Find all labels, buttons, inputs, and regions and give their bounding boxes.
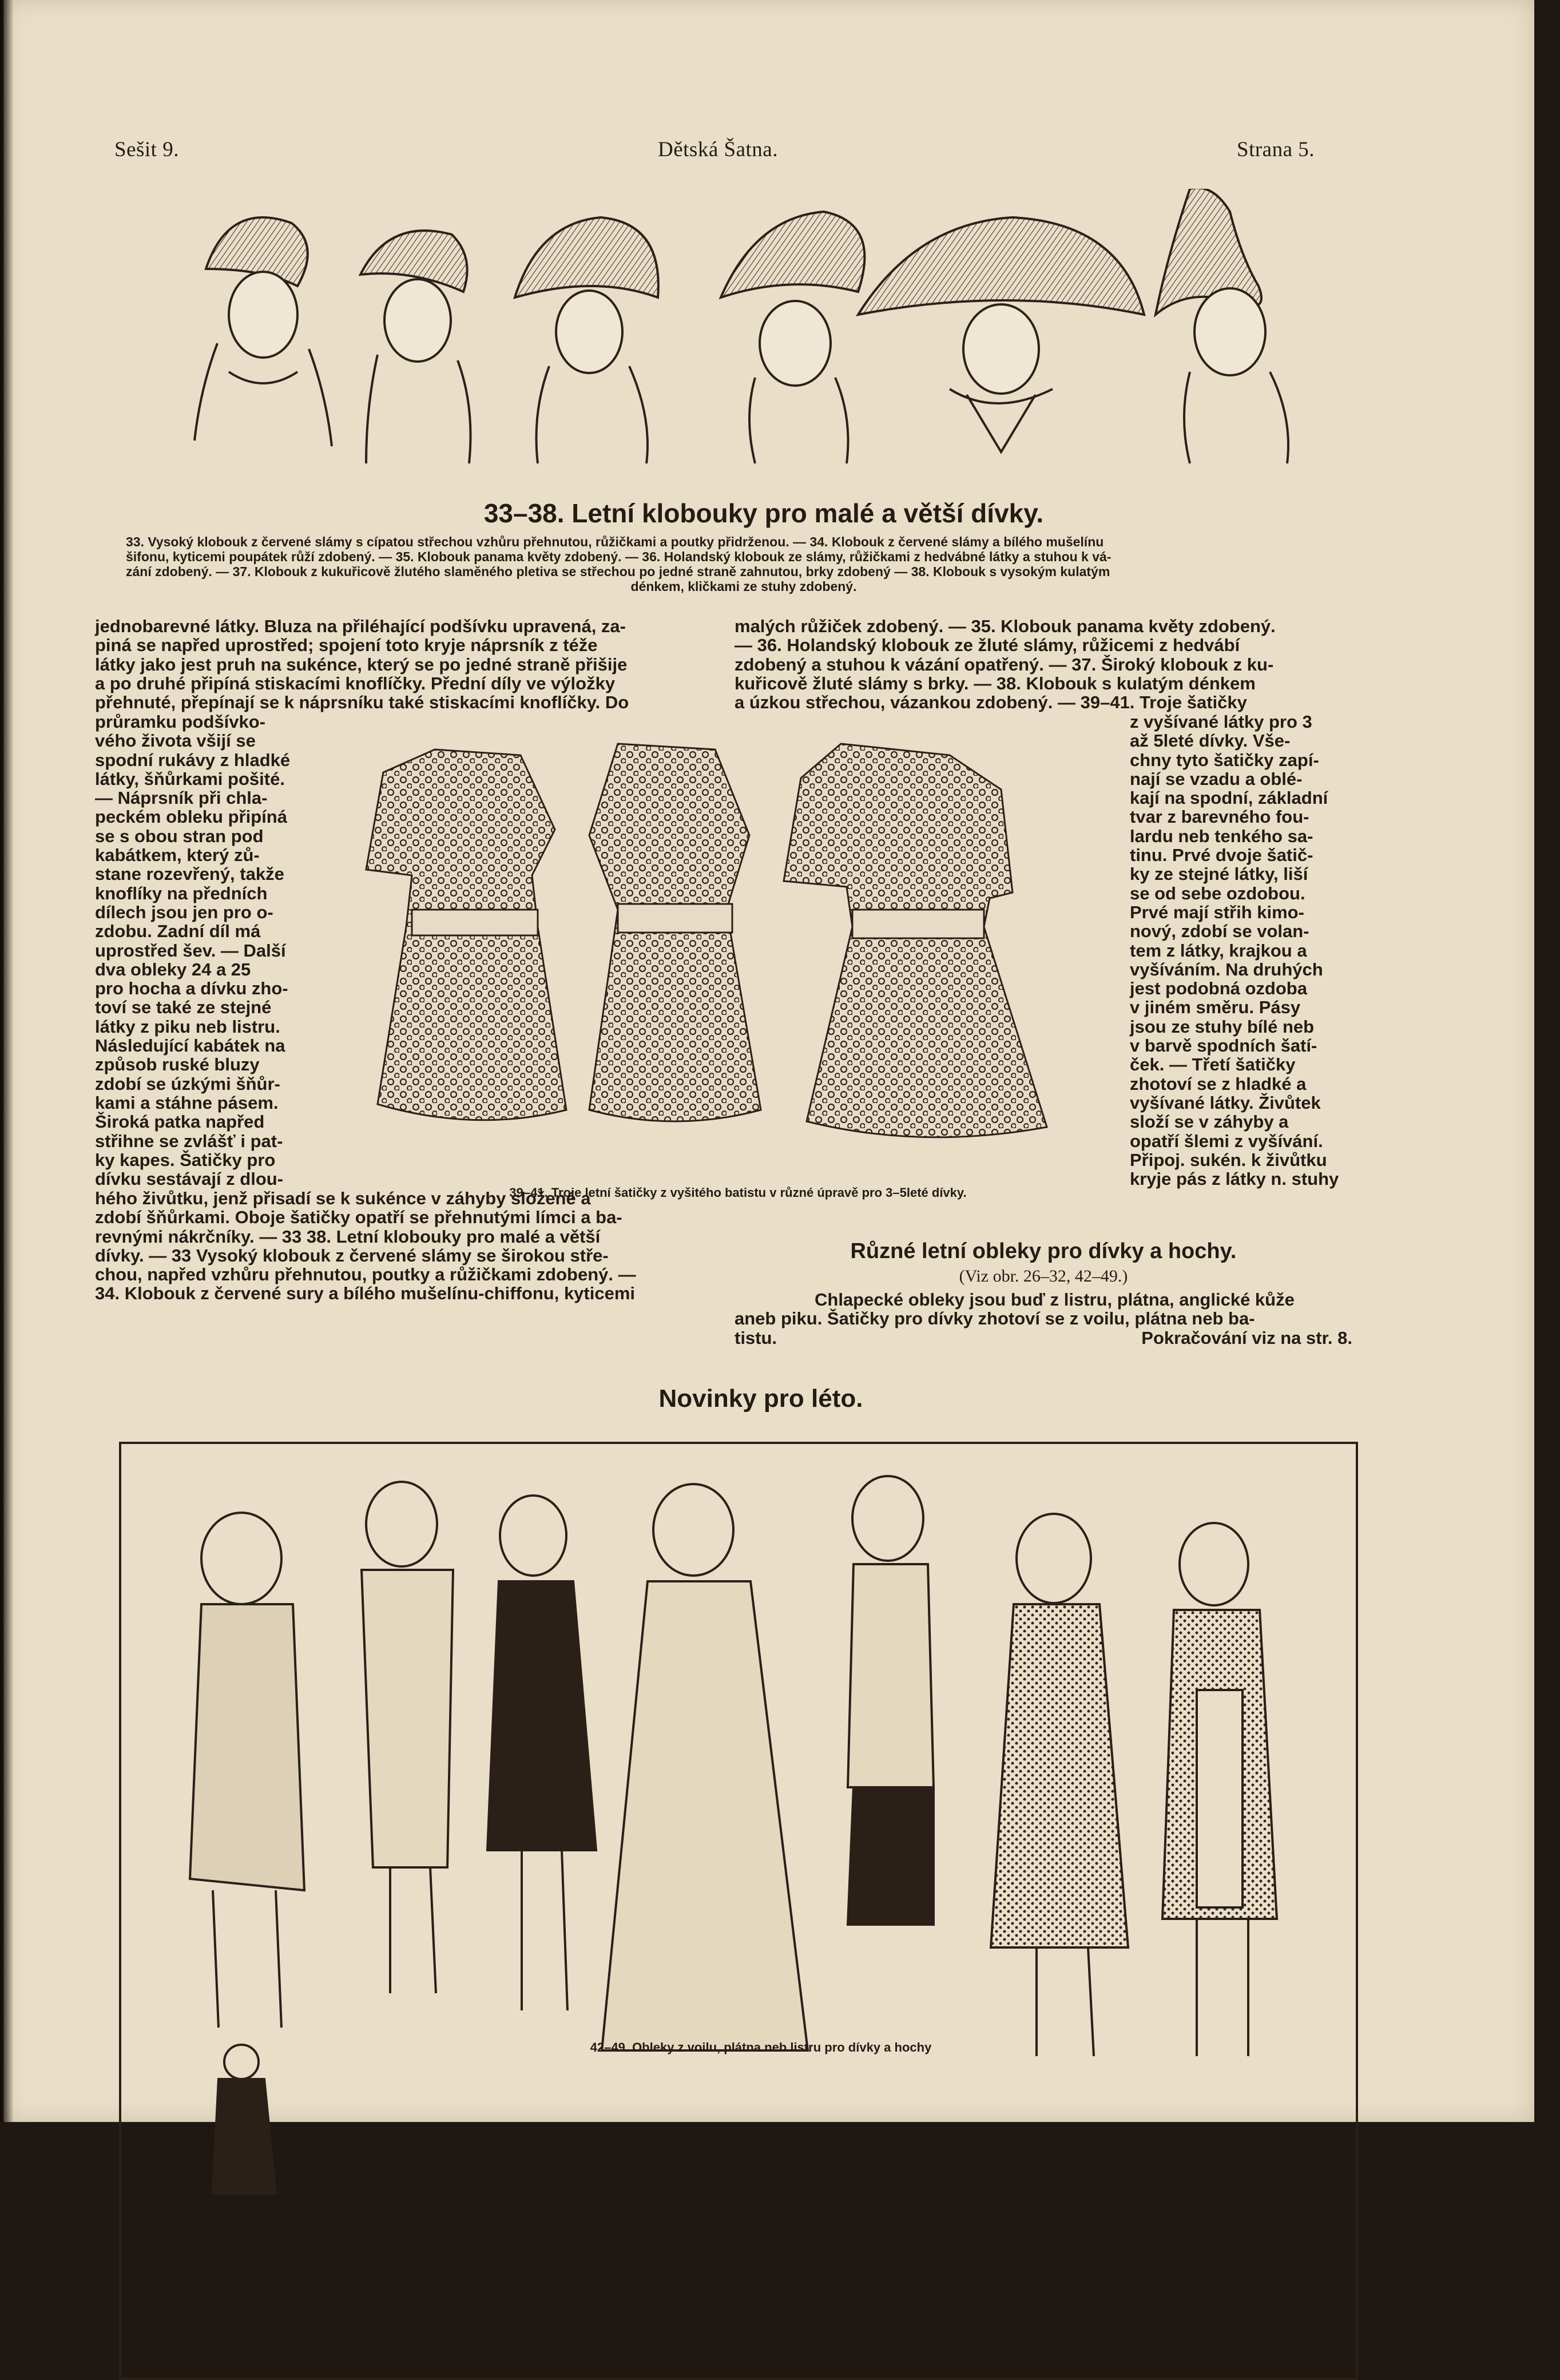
- novinky-title: Novinky pro léto.: [658, 1385, 863, 1413]
- text-line: toví se také ze stejné: [95, 997, 272, 1018]
- summer-section-subtitle: (Viz obr. 26–32, 42–49.): [959, 1267, 1128, 1286]
- hats-caption-line: dénkem, kličkami ze stuhy zdobený.: [630, 579, 857, 594]
- right-column-narrow: [1130, 712, 1353, 1188]
- text-line: knoflíky na předních: [95, 883, 268, 903]
- text-line: ky ze stejné látky, liší: [1130, 864, 1308, 884]
- text-line: zdobu. Zadní díl má: [95, 921, 261, 942]
- hats-figure-caption: [126, 534, 1361, 594]
- dresses-illustration: [349, 738, 1127, 1150]
- text-line: střihne se zvlášť i pat-: [95, 1130, 283, 1151]
- text-line: dva obleky 24 a 25: [95, 959, 251, 979]
- hats-caption-line: šifonu, kyticemi poupátek růží zdobený. — 35. Klobouk panama květy zdobený. — 36. Holandský klobouk ze slámy, růžičkami z hedvábné látky a stuhou k vá-: [126, 549, 1112, 564]
- text-line: kají na spodní, základní: [1130, 788, 1328, 808]
- text-line: revnými nákrčníky. — 33 38. Letní klobouky pro malé a větší: [95, 1226, 601, 1247]
- text-line: Chlapecké obleky jsou buď z listru, plátna, anglické kůže: [815, 1290, 1295, 1310]
- left-column-top: [95, 617, 707, 712]
- text-line: Prvé mají střih kimo-: [1130, 902, 1304, 922]
- text-line: Připoj. sukén. k živůtku: [1130, 1149, 1327, 1170]
- children-illustration: [121, 1444, 1351, 2373]
- text-line: v barvě spodních šatí-: [1130, 1036, 1317, 1056]
- continuation-note: Pokračování viz na str. 8.: [1141, 1327, 1352, 1348]
- text-line: vyšívané látky. Živůtek: [1130, 1092, 1321, 1113]
- text-line: v jiném směru. Pásy: [1130, 997, 1301, 1018]
- text-line: látky, šňůrkami pošité.: [95, 768, 285, 789]
- text-line: uprostřed šev. — Další: [95, 940, 286, 961]
- text-line: vyšíváním. Na druhých: [1130, 959, 1323, 979]
- text-line: zdobí šňůrkami. Oboje šatičky opatří se přehnutými límci a ba-: [95, 1207, 622, 1228]
- text-line: kuřicově žluté slámy s brky. — 38. Klobouk s kulatým dénkem: [735, 673, 1256, 693]
- header-magazine-title: Dětská Šatna.: [658, 138, 778, 161]
- header-issue: Sešit 9.: [114, 138, 179, 161]
- text-line: vého života všijí se: [95, 731, 256, 751]
- text-line: — Náprsník při chla-: [95, 788, 268, 808]
- left-column-narrow: [95, 712, 312, 1188]
- text-line: až 5leté dívky. Vše-: [1130, 731, 1291, 751]
- text-line: spodní rukávy z hladké: [95, 749, 291, 770]
- text-line: jednobarevné látky. Bluza na přiléhající podšívku upravená, za-: [95, 616, 626, 636]
- right-column-top: [735, 617, 1352, 712]
- binding-shadow: [0, 0, 14, 2122]
- text-line: jest podobná ozdoba: [1130, 978, 1307, 999]
- text-line: tvar z barevného fou-: [1130, 807, 1309, 827]
- text-line: kryje pás z látky n. stuhy: [1130, 1169, 1339, 1189]
- text-line: dívku sestávají z dlou-: [95, 1169, 284, 1189]
- text-line: složí se v záhyby a: [1130, 1112, 1289, 1132]
- text-line: nový, zdobí se volan-: [1130, 921, 1309, 942]
- novinky-illustration-frame: [119, 1442, 1358, 2380]
- hats-figure-title: 33–38. Letní klobouky pro malé a větší dívky.: [483, 498, 1044, 528]
- dresses-figure-caption: 39–41. Troje letní šatičky z vyšitého batistu v různé úpravě pro 3–5leté dívky.: [509, 1185, 967, 1200]
- text-line: způsob ruské bluzy: [95, 1054, 260, 1075]
- text-line: stane rozevřený, takže: [95, 864, 284, 884]
- text-line: aneb piku. Šatičky pro dívky zhotoví se z voilu, plátna neb ba-: [735, 1308, 1255, 1329]
- text-line: zdobený a stuhou k vázání opatřený. — 37. Široký klobouk z ku-: [735, 654, 1274, 675]
- text-line: tinu. Prvé dvoje šatič-: [1130, 845, 1313, 866]
- text-line: látky z piku neb listru.: [95, 1016, 280, 1037]
- text-line: lardu neb tenkého sa-: [1130, 826, 1313, 846]
- text-line: nají se vzadu a oblé-: [1130, 768, 1303, 789]
- text-line: malých růžiček zdobený. — 35. Klobouk panama květy zdobený.: [735, 616, 1276, 636]
- text-line: zhotoví se z hladké a: [1130, 1073, 1307, 1094]
- novinky-figure-caption: 42–49. Obleky z voilu, plátna neb listru pro dívky a hochy: [590, 2040, 932, 2054]
- summer-section-body: [735, 1290, 1352, 1347]
- text-line: tistu.: [735, 1327, 777, 1348]
- text-line: kabátkem, který zů-: [95, 845, 260, 866]
- text-line: chny tyto šatičky zapí-: [1130, 749, 1319, 770]
- text-line: opatří šlemi z vyšívání.: [1130, 1130, 1323, 1151]
- text-line: tem z látky, krajkou a: [1130, 940, 1307, 961]
- text-line: ky kapes. Šatičky pro: [95, 1149, 276, 1170]
- text-line: hého živůtku, jenž přisadí se k sukénce v záhyby složené a: [95, 1188, 591, 1208]
- text-line: látky jako jest pruh na sukénce, který se po jedné straně přišije: [95, 654, 628, 675]
- text-line: 34. Klobouk z červené sury a bílého mušelínu-chiffonu, kyticemi: [95, 1283, 636, 1304]
- text-line: pro hocha a dívku zho-: [95, 978, 288, 999]
- text-line: jsou ze stuhy bílé neb: [1130, 1016, 1315, 1037]
- text-line: dílech jsou jen pro o-: [95, 902, 273, 922]
- text-line: a po druhé připíná stiskacími knoflíčky. Přední díly ve výložky: [95, 673, 616, 693]
- text-line: se od sebe ozdobou.: [1130, 883, 1305, 903]
- header-page-number: Strana 5.: [1237, 138, 1315, 161]
- text-line: dívky. — 33 Vysoký klobouk z červené slámy se širokou stře-: [95, 1245, 609, 1266]
- summer-last-line: [735, 1328, 1352, 1347]
- text-line: Široká patka napřed: [95, 1112, 265, 1132]
- text-line: průramku podšívko-: [95, 712, 265, 732]
- left-column-bottom: [95, 1189, 707, 1303]
- text-line: kami a stáhne pásem.: [95, 1092, 279, 1113]
- text-line: ček. — Třetí šatičky: [1130, 1054, 1296, 1075]
- text-line: Následující kabátek na: [95, 1036, 285, 1056]
- text-line: z vyšívané látky pro 3: [1130, 712, 1312, 732]
- text-line: piná se napřed uprostřed; spojení toto kryje náprsník z téže: [95, 635, 598, 656]
- text-line: se s obou stran pod: [95, 826, 264, 846]
- text-line: — 36. Holandský klobouk ze žluté slámy, růžicemi z hedvábí: [735, 635, 1240, 656]
- text-line: peckém obleku připíná: [95, 807, 287, 827]
- hats-caption-line: zání zdobený. — 37. Klobouk z kukuřicově žlutého slaměného pletiva se střechou po jedné straně zahnutou, brky zdobený — 38. Klobouk s vysokým kulatým: [126, 564, 1110, 579]
- text-line: zdobí se úzkými šňůr-: [95, 1073, 280, 1094]
- hats-caption-line: 33. Vysoký klobouk z červené slámy s cípatou střechou vzhůru přehnutou, růžičkami a poutky přidrženou. — 34. Klobouk z červené slámy a bílého mušelínu: [126, 534, 1104, 549]
- text-line: a úzkou střechou, vázankou zdobený. — 39–41. Troje šatičky: [735, 692, 1247, 713]
- hats-illustration: [172, 189, 1356, 475]
- text-line: přehnuté, přepínají se k náprsníku také stiskacími knoflíčky. Do: [95, 692, 629, 713]
- text-line: chou, napřed vzhůru přehnutou, poutky a růžičkami zdobený. —: [95, 1264, 636, 1285]
- summer-section-title: Různé letní obleky pro dívky a hochy.: [850, 1239, 1237, 1263]
